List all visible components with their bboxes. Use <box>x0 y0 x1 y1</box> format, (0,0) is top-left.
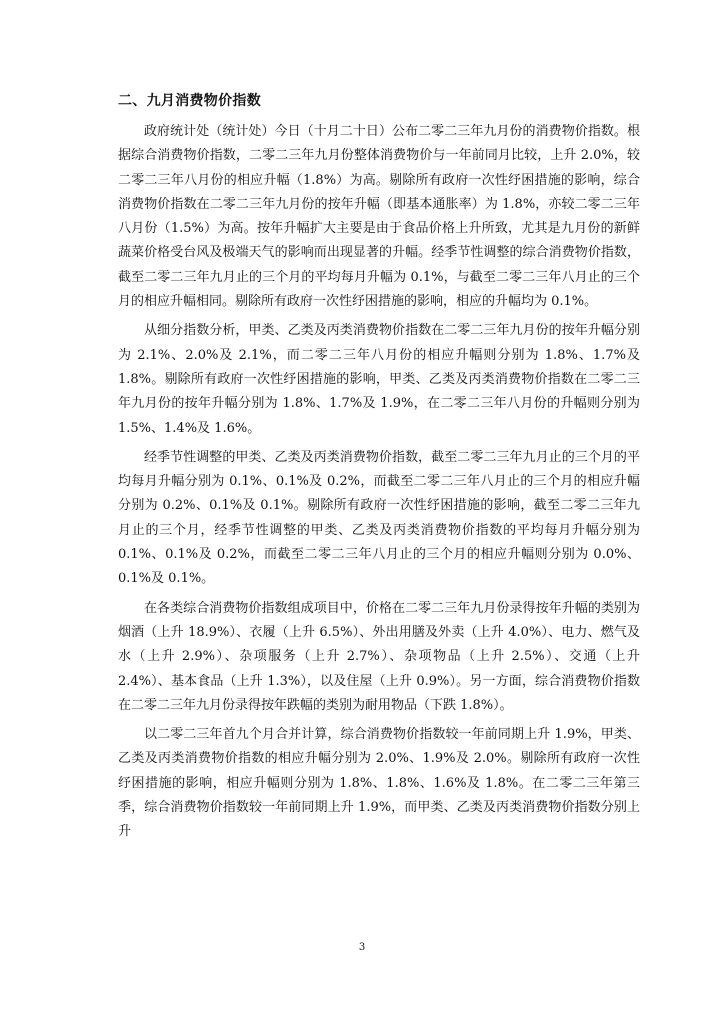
page-number: 3 <box>358 942 366 953</box>
document-body <box>118 92 640 850</box>
paragraph-seasonally-adjusted: 经季节性调整的甲类、乙类及丙类消费物价指数，截至二零二三年九月止的三个月的平均每月升幅分别为 0.1%、0.1%及 0.2%，而截至二零二三年八月止的三个月的相应升幅分别为 0.2%、0.1%及 0.1%。剔除所有政府一次性纾困措施的影响，截至二零二三年九月止的三个月，经季节性调整的甲类、乙类及丙类消费物价指数的平均每月升幅分别为 0.1%、0.1%及 0.2%，而截至二零二三年八月止的三个月的相应升幅则分别为 0.0%、0.1%及 0.1%。 <box>118 449 640 587</box>
paragraph-overview: 政府统计处（统计处）今日（十月二十日）公布二零二三年九月份的消费物价指数。根据综合消费物价指数，二零二三年九月份整体消费物价与一年前同月比较，上升 2.0%，较二零二三年八月份的相应升幅（1.8%）为高。剔除所有政府一次性纾困措施的影响，综合消费物价指数在二零二三年九月份的按年升幅（即基本通胀率）为 1.8%，亦较二零二三年八月份（1.5%）为高。按年升幅扩大主要是由于食品价格上升所致，尤其是九月份的新鲜蔬菜价格受台风及极端天气的影响而出现显著的升幅。经季节性调整的综合消费物价指数，截至二零二三年九月止的三个月的平均每月升幅为 0.1%，与截至二零二三年八月止的三个月的相应升幅相同。剔除所有政府一次性纾困措施的影响，相应的升幅均为 0.1%。 <box>118 124 640 310</box>
paragraph-sub-indices: 从细分指数分析，甲类、乙类及丙类消费物价指数在二零二三年九月份的按年升幅分别为 2.1%、2.0%及 2.1%，而二零二三年八月份的相应升幅则分别为 1.8%、1.7%及 1.8%。剔除所有政府一次性纾困措施的影响，甲类、乙类及丙类消费物价指数在二零二三年九月份的按年升幅分别为 1.8%、1.7%及 1.9%，在二零二三年八月份的升幅则分别为 1.5%、1.4%及 1.6%。 <box>118 323 640 436</box>
section-heading: 二、九月消费物价指数 <box>118 93 261 109</box>
paragraph-components: 在各类综合消费物价指数组成项目中，价格在二零二三年九月份录得按年升幅的类别为烟酒（上升 18.9%）、衣履（上升 6.5%）、外出用膳及外卖（上升 4.0%）、电力、燃气及水（上升 2.9%）、杂项服务（上升 2.7%）、杂项物品（上升 2.5%）、交通（上升 2.4%）、基本食品（上升 1.3%），以及住屋（上升 0.9%）。另一方面，综合消费物价指数在二零二三年九月份录得按年跌幅的类别为耐用物品（下跌 1.8%）。 <box>118 600 640 713</box>
paragraph-first-nine-months: 以二零二三年首九个月合并计算，综合消费物价指数较一年前同期上升 1.9%，甲类、乙类及丙类消费物价指数的相应升幅分别为 2.0%、1.9%及 2.0%。剔除所有政府一次性纾困措施的影响，相应升幅则分别为 1.8%、1.8%、1.6%及 1.8%。在二零二三年第三季，综合消费物价指数较一年前同期上升 1.9%，而甲类、乙类及丙类消费物价指数分别上升 <box>118 727 640 840</box>
